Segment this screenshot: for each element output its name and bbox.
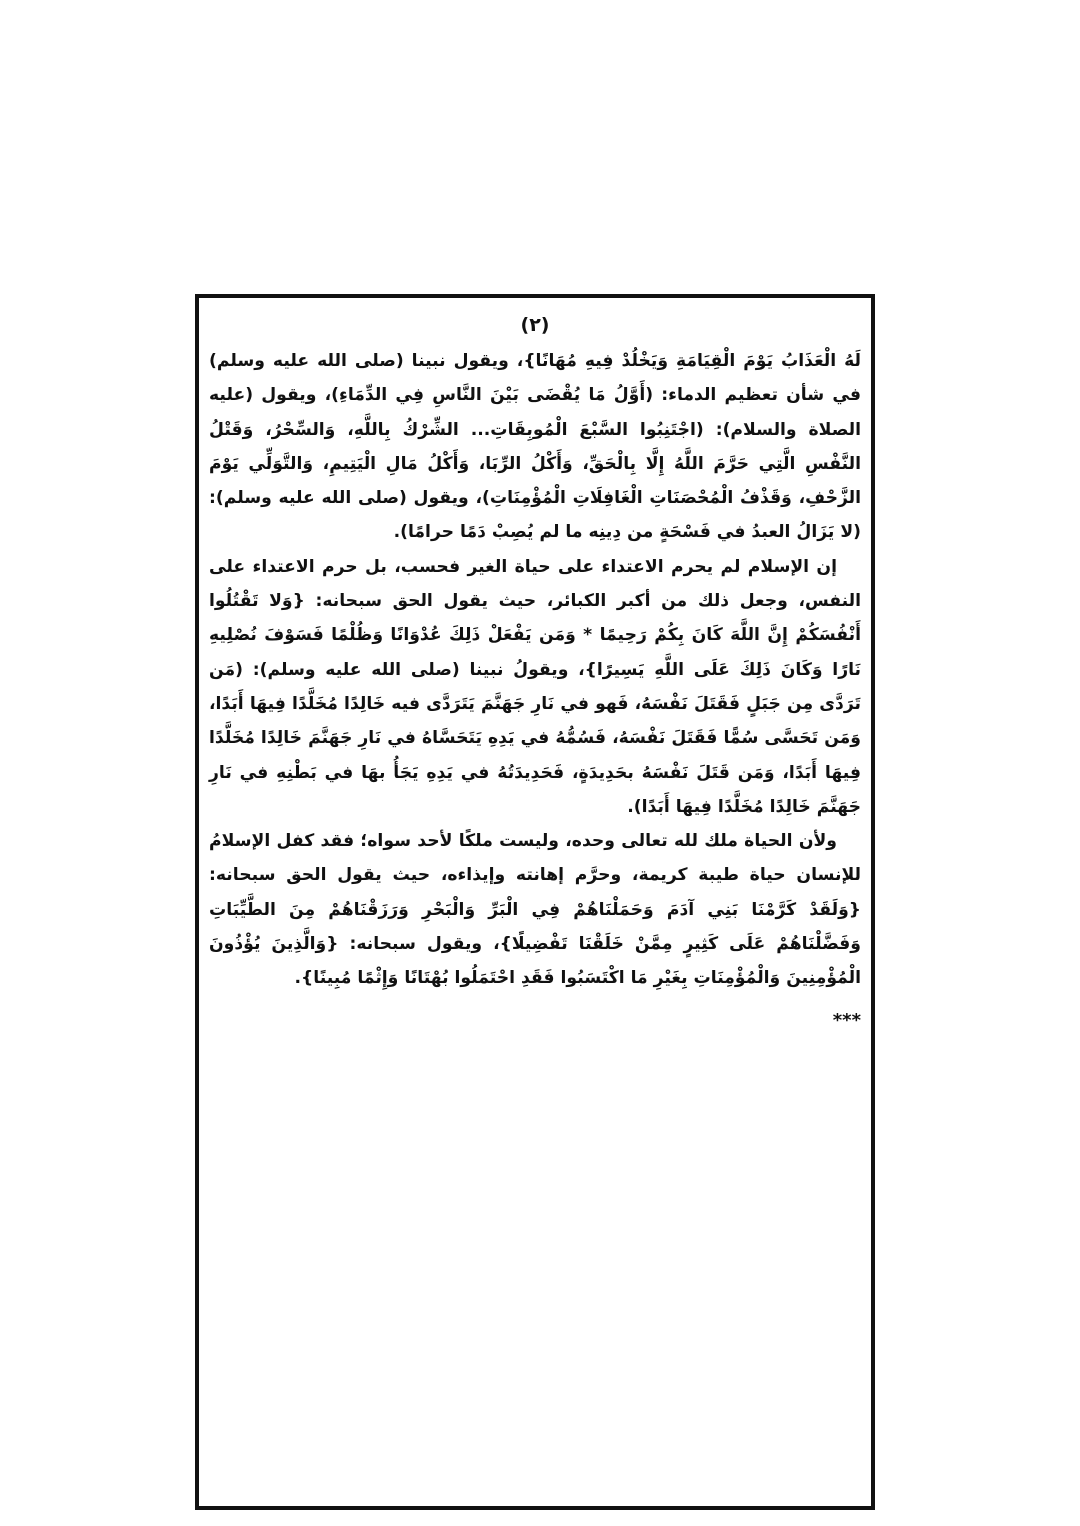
page-number: (٢) <box>520 314 550 336</box>
section-separator: *** <box>832 1009 861 1031</box>
paragraph-2: إن الإسلام لم يحرم الاعتداء على حياة الغير فحسب، بل حرم الاعتداء على النفس، وجعل ذلك من أكبر الكبائر، حيث يقول الحق سبحانه: {وَلا تَقْتُلُوا أَنْفُسَكُمْ إِنَّ اللَّهَ كَانَ بِكُمْ رَحِيمًا * وَمَن يَفْعَلْ ذَلِكَ عُدْوَانًا وَظُلْمًا فَسَوْفَ نُصْلِيهِ نَارًا وَكَانَ ذَلِكَ عَلَى اللَّهِ يَسِيرًا}، ويقولُ نبينا (صلى الله عليه وسلم): (مَن تَرَدَّى مِن جَبَلٍ فَقَتَلَ نَفْسَهُ، فَهو في نَارِ جَهَنَّمَ يَتَرَدَّى فيه خَالِدًا مُخَلَّدًا فِيهَا أَبَدًا، وَمَن تَحَسَّى سُمًّا فَقَتَلَ نَفْسَهُ، فَسُمُّهُ في يَدِهِ يَتَحَسَّاهُ في نَارِ جَهَنَّمَ خَالِدًا مُخَلَّدًا فِيهَا أَبَدًا، وَمَن قَتَلَ نَفْسَهُ بحَدِيدَةٍ، فَحَدِيدَتُهُ في يَدِهِ يَجَأُ بهَا في بَطْنِهِ في نَارِ جَهَنَّمَ خَالِدًا مُخَلَّدًا فِيهَا أَبَدًا). <box>209 556 861 817</box>
page-frame <box>195 294 875 1510</box>
paragraph-3: ولأن الحياة ملك لله تعالى وحده، وليست ملكًا لأحد سواه؛ فقد كفل الإسلامُ للإنسان حياة طيبة كريمة، وحرَّم إهانته وإيذاءه، حيث يقول الحق سبحانه: {وَلَقَدْ كَرَّمْنَا بَنِي آدَمَ وَحَمَلْنَاهُمْ فِي الْبَرِّ وَالْبَحْرِ وَرَزَقْنَاهُمْ مِنَ الطَّيِّبَاتِ وَفَضَّلْنَاهُمْ عَلَى كَثِيرٍ مِمَّنْ خَلَقْنَا تَفْضِيلًا}، ويقول سبحانه: {وَالَّذِينَ يُؤْذُونَ الْمُؤْمِنِينَ وَالْمُؤْمِنَاتِ بِغَيْرِ مَا اكْتَسَبُوا فَقَدِ احْتَمَلُوا بُهْتَانًا وَإِثْمًا مُبِينًا}. <box>209 831 861 989</box>
paragraph-1: لَهُ الْعَذَابُ يَوْمَ الْقِيَامَةِ وَيَخْلُدْ فِيهِ مُهَانًا}، ويقول نبينا (صلى الله عليه وسلم) في شأن تعظيم الدماء: (أَوَّلُ مَا يُقْضَى بَيْنَ النَّاسِ فِي الدِّمَاءِ)، ويقول (عليه الصلاة والسلام): (اجْتَنِبُوا السَّبْعَ الْمُوبِقَاتِ... الشِّرْكُ بِاللَّهِ، وَالسِّحْرُ، وَقَتْلُ النَّفْسِ الَّتِي حَرَّمَ اللَّهُ إِلَّا بِالْحَقِّ، وَأَكْلُ الرِّبَا، وَأَكْلُ مَالِ الْيَتِيمِ، وَالتَّوَلِّي يَوْمَ الزَّحْفِ، وَقَذْفُ الْمُحْصَنَاتِ الْغَافِلَاتِ الْمُؤْمِنَاتِ)، ويقول (صلى الله عليه وسلم): (لا يَزَالُ العبدُ في فَسْحَةٍ من دِينِه ما لم يُصِبْ دَمًا حرامًا). <box>209 351 861 543</box>
body-text <box>209 344 861 1038</box>
